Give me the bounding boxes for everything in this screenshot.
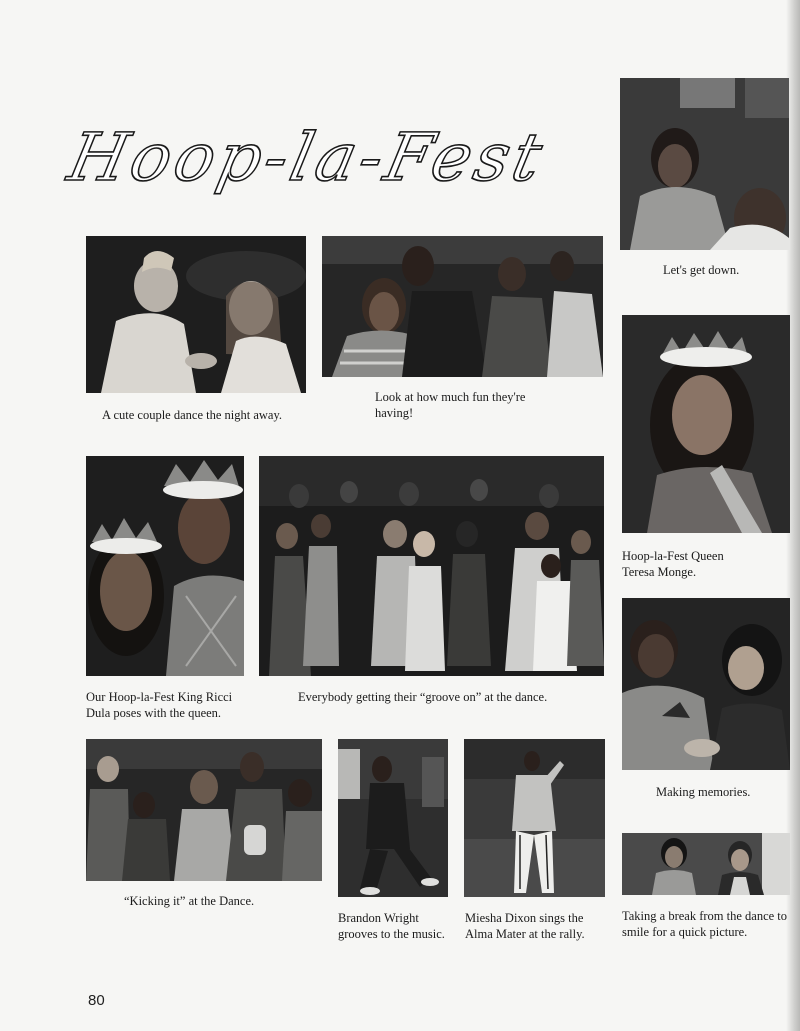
photo-memories (622, 598, 790, 770)
photo-lets-get-down (620, 78, 789, 250)
page-title: Hoop-la-Fest (61, 119, 553, 196)
caption-groove: Everybody getting their “groove on” at the dance. (298, 690, 548, 704)
caption-brandon: Brandon Wright grooves to the music. (338, 911, 445, 941)
caption-memories: Making memories. (656, 785, 751, 799)
caption-king: Our Hoop-la-Fest King Ricci Dula poses with the queen. (86, 690, 233, 720)
caption-break: Taking a break from the dance to smile for a quick picture. (622, 909, 788, 939)
page-number: 80 (88, 992, 105, 1009)
photo-king (86, 456, 244, 676)
photo-groove (259, 456, 604, 676)
caption-lets-get-down: Let's get down. (663, 263, 740, 277)
photo-look-fun (322, 236, 603, 377)
photo-kicking (86, 739, 322, 881)
caption-cute-couple: A cute couple dance the night away. (102, 408, 283, 422)
photo-brandon (338, 739, 448, 897)
caption-kicking: “Kicking it” at the Dance. (124, 894, 255, 908)
caption-miesha: Miesha Dixon sings the Alma Mater at the rally. (465, 911, 585, 941)
photo-queen (622, 315, 790, 533)
photo-miesha (464, 739, 605, 897)
photo-break (622, 833, 790, 895)
photo-cute-couple (86, 236, 306, 393)
caption-look-fun: Look at how much fun they're having! (375, 390, 526, 420)
caption-queen: Hoop-la-Fest Queen Teresa Monge. (622, 549, 724, 579)
